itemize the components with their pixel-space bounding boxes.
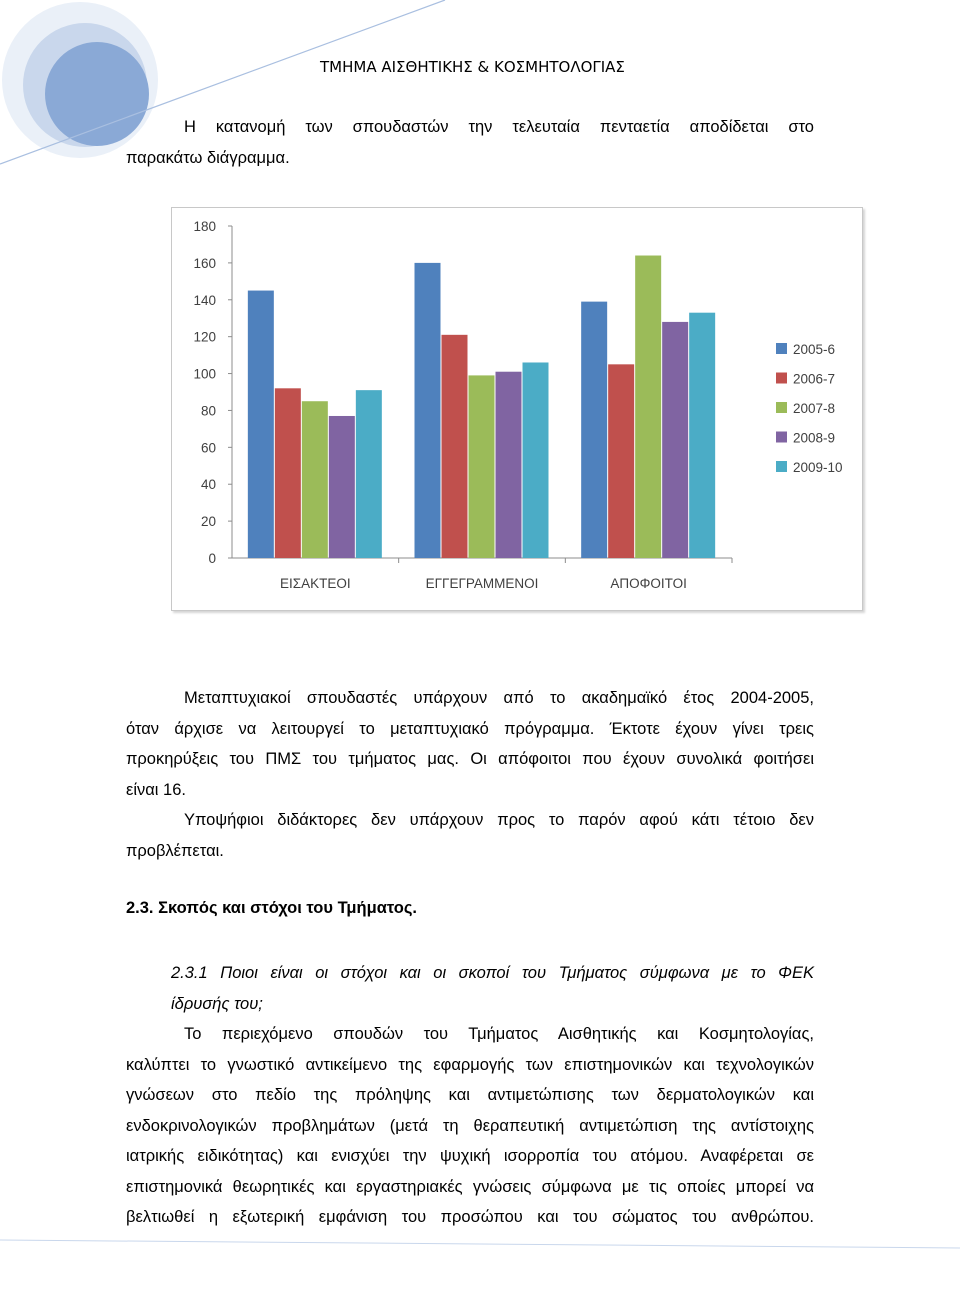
y-tick-label: 180 <box>193 219 216 234</box>
bar <box>496 372 522 558</box>
legend-label: 2006-7 <box>793 371 836 387</box>
chart-container <box>171 207 863 611</box>
body-line: βελτιωθεί η εξωτερική εμφάνιση του προσώπου και του σώματος του ανθρώπου. <box>126 1208 814 1226</box>
x-tick-label: ΑΠΟΦΟΙΤΟΙ <box>610 576 687 591</box>
body-line: ενδοκρινολογικών προβλημάτων (μετά τη θεραπευτική αντιμετώπιση της αντίστοιχης <box>126 1116 814 1135</box>
doctoral-paragraph <box>126 805 814 866</box>
bar <box>662 322 688 558</box>
legend-swatch <box>776 402 787 413</box>
y-tick-label: 100 <box>193 366 216 382</box>
bar <box>415 263 441 558</box>
bar <box>275 388 301 558</box>
body-paragraph <box>126 1019 814 1233</box>
y-tick-label: 0 <box>208 551 216 566</box>
bar <box>581 302 607 558</box>
y-tick-label: 60 <box>200 440 216 456</box>
bar <box>248 291 274 558</box>
body-line: γνώσεων στο πεδίο της πρόληψης και αντιμετώπισης των δερματολογικών και <box>126 1086 814 1104</box>
paragraph-line: Μεταπτυχιακοί σπουδαστές υπάρχουν από το ακαδημαϊκό έτος 2004-2005, <box>184 689 814 707</box>
legend-swatch <box>776 343 787 354</box>
x-tick-label: ΕΓΓΕΓΡΑΜΜΕΝΟΙ <box>425 576 539 591</box>
y-tick-label: 80 <box>200 403 216 419</box>
legend-swatch <box>776 461 787 472</box>
intro-line: Η κατανομή των σπουδαστών την τελευταία πενταετία αποδίδεται στο <box>184 118 814 136</box>
bar <box>442 335 468 558</box>
body-line: Το περιεχόμενο σπουδών του Τμήματος Αισθητικής και Κοσμητολογίας, <box>184 1025 814 1043</box>
bar <box>356 390 382 558</box>
paragraph-line: Υποψήφιοι διδάκτορες δεν υπάρχουν προς το παρόν αφού κάτι τέτοιο δεν <box>184 811 814 829</box>
legend-label: 2005-6 <box>793 342 836 357</box>
paragraph-line: προκηρύξεις του ΠΜΣ του τμήματος μας. Οι απόφοιτοι που έχουν συνολικά φοιτήσει <box>126 750 814 768</box>
bar-chart <box>172 208 862 610</box>
question-line: ίδρυσής του; <box>171 994 263 1013</box>
paragraph-line: προβλέπεται. <box>126 841 224 860</box>
bar <box>302 401 328 558</box>
y-tick-label: 160 <box>193 255 216 271</box>
legend-label: 2008-9 <box>793 430 836 446</box>
legend-label: 2007-8 <box>793 401 836 416</box>
body-line: ιατρικής ειδικότητας) και ενισχύει την ψυχική ισορροπία του ατόμου. Αναφέρεται σε <box>126 1147 814 1165</box>
postgrad-paragraph <box>126 683 814 805</box>
question-line: 2.3.1 Ποιοι είναι οι στόχοι και οι σκοποί του Τμήματος σύμφωνα με το ΦΕΚ <box>171 964 814 982</box>
intro-paragraph <box>126 112 814 173</box>
bar <box>635 256 661 558</box>
legend-swatch <box>776 373 787 384</box>
bar <box>608 364 634 558</box>
legend-label: 2009-10 <box>793 460 843 475</box>
question-paragraph <box>171 958 814 1019</box>
bar <box>689 313 715 558</box>
y-tick-label: 140 <box>193 292 216 308</box>
bar <box>469 375 495 558</box>
header-title: ΤΜΗΜΑ ΑΙΣΘΗΤΙΚΗΣ & ΚΟΣΜΗΤΟΛΟΓΙΑΣ <box>320 58 625 76</box>
intro-line: παρακάτω διάγραμμα. <box>126 148 290 167</box>
y-tick-label: 20 <box>200 514 216 530</box>
y-tick-label: 120 <box>193 329 216 345</box>
x-tick-label: ΕΙΣΑΚΤΕΟΙ <box>280 576 351 591</box>
body-line: επιστημονικά θεωρητικές και εργαστηριακές γνώσεις σύμφωνα με τις οποίες μπορεί να <box>126 1177 814 1196</box>
y-tick-label: 40 <box>200 477 216 493</box>
footer-decoration <box>0 1236 960 1256</box>
bar <box>329 416 355 558</box>
body-line: καλύπτει το γνωστικό αντικείμενο της εφαρμογής των επιστημονικών και τεχνολογικών <box>126 1055 814 1074</box>
section-heading: 2.3. Σκοπός και στόχοι του Τμήματος. <box>126 899 417 917</box>
bar <box>523 362 549 558</box>
footer-line <box>0 1240 960 1248</box>
paragraph-line: όταν άρχισε να λειτουργεί το μεταπτυχιακό πρόγραμμα. Έκτοτε έχουν γίνει τρεις <box>126 719 814 738</box>
legend-swatch <box>776 432 787 443</box>
paragraph-line: είναι 16. <box>126 780 186 799</box>
